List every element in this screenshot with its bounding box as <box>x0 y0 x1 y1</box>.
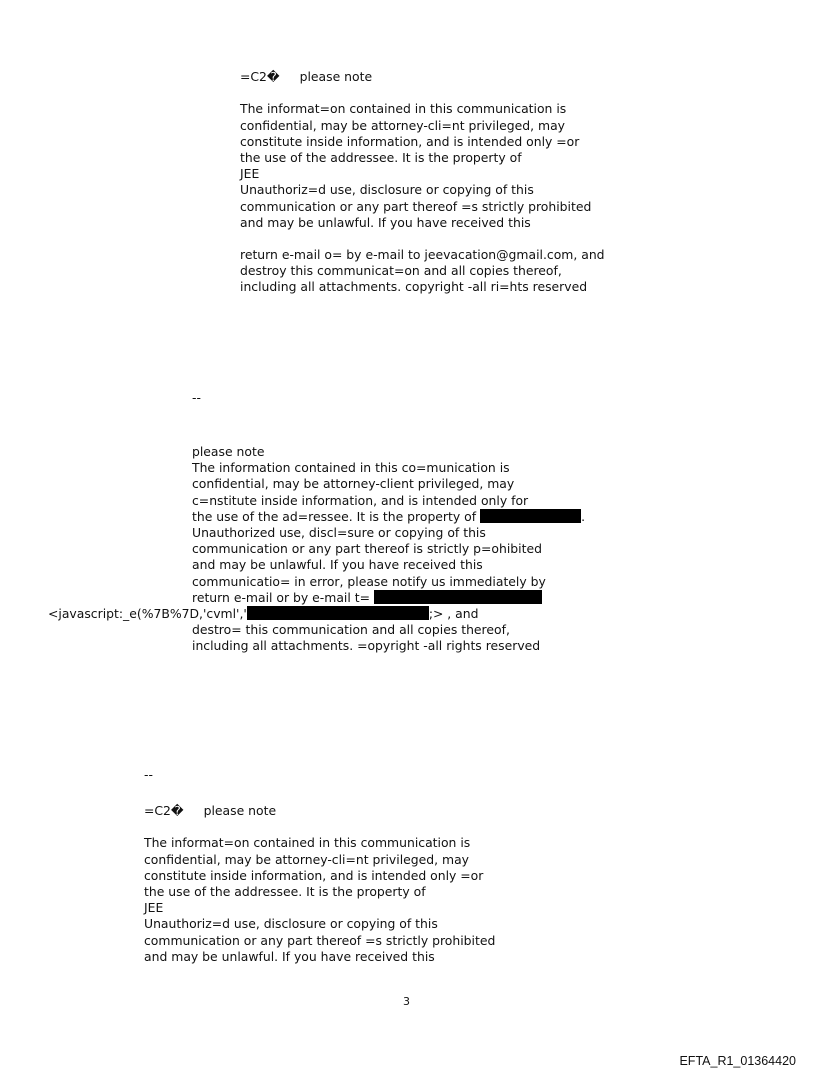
text-line: Unauthoriz=d use, disclosure or copying of this <box>144 916 438 932</box>
redaction-bar <box>374 590 542 604</box>
text-line: the use of the addressee. It is the property of <box>144 883 426 899</box>
text-line: The information contained in this co=munication is <box>192 460 510 476</box>
text-line <box>48 606 585 622</box>
note-header <box>240 69 605 85</box>
page-number: 3 <box>403 995 410 1008</box>
text-line: The informat=on contained in this communication is <box>240 101 567 117</box>
email-quote-block-1 <box>240 69 605 296</box>
text-line: including all attachments. copyright -all ri=hts reserved <box>240 279 588 295</box>
please-note-label: please note <box>203 803 277 818</box>
text-line: destroy this communicat=on and all copies thereof, <box>240 263 562 279</box>
encoded-char: =C2� <box>144 803 184 818</box>
text-line: and may be unlawful. If you have received this <box>144 948 435 964</box>
text-segment: ;> , and <box>428 605 479 621</box>
please-note-label: please note <box>299 69 373 84</box>
javascript-link-text: <javascript:_e(%7B%7D,'cvml',' <box>48 605 247 621</box>
text-line: communication or any part thereof =s strictly prohibited <box>240 198 592 214</box>
text-line: c=nstitute inside information, and is intended only for <box>192 492 529 508</box>
text-line <box>192 590 585 606</box>
note-header <box>144 803 495 819</box>
text-segment: return e-mail or by e-mail t= <box>192 589 370 605</box>
text-line: communication or any part thereof is strictly p=ohibited <box>192 541 542 557</box>
text-line: confidential, may be attorney-cli=nt privileged, may <box>144 851 469 867</box>
text-line: The informat=on contained in this communication is <box>144 835 471 851</box>
text-line: Unauthorized use, discl=sure or copying of this <box>192 524 486 540</box>
separator: -- <box>144 767 153 782</box>
encoded-char: =C2� <box>240 69 280 84</box>
redaction-bar <box>480 509 581 523</box>
text-line: the use of the addressee. It is the property of <box>240 149 522 165</box>
text-line: JEE <box>240 166 260 182</box>
email-quote-block-3 <box>144 803 495 965</box>
text-line: and may be unlawful. If you have received this <box>240 214 531 230</box>
text-line: communicatio= in error, please notify us immediately by <box>192 573 546 589</box>
document-id: EFTA_R1_01364420 <box>679 1054 796 1068</box>
text-line: JEE <box>144 900 164 916</box>
text-line: constitute inside information, and is intended only =or <box>240 133 580 149</box>
text-line <box>192 509 585 525</box>
redaction-bar <box>247 606 429 620</box>
text-line: including all attachments. =opyright -all rights reserved <box>192 638 541 654</box>
text-line: and may be unlawful. If you have received this <box>192 557 483 573</box>
please-note-label: please note <box>192 444 265 459</box>
email-quote-block-2 <box>48 444 586 654</box>
text-line: Unauthoriz=d use, disclosure or copying of this <box>240 182 534 198</box>
text-line: confidential, may be attorney-cli=nt privileged, may <box>240 117 565 133</box>
text-line: communication or any part thereof =s strictly prohibited <box>144 932 496 948</box>
separator: -- <box>192 390 201 405</box>
text-line: return e-mail o= by e-mail to jeevacation@gmail.com, and <box>240 247 605 263</box>
text-line: constitute inside information, and is intended only =or <box>144 867 484 883</box>
text-line: confidential, may be attorney-client privileged, may <box>192 476 515 492</box>
text-segment: . <box>581 508 586 524</box>
text-line: destro= this communication and all copies thereof, <box>192 622 510 638</box>
text-segment: the use of the ad=ressee. It is the property of <box>192 508 477 524</box>
